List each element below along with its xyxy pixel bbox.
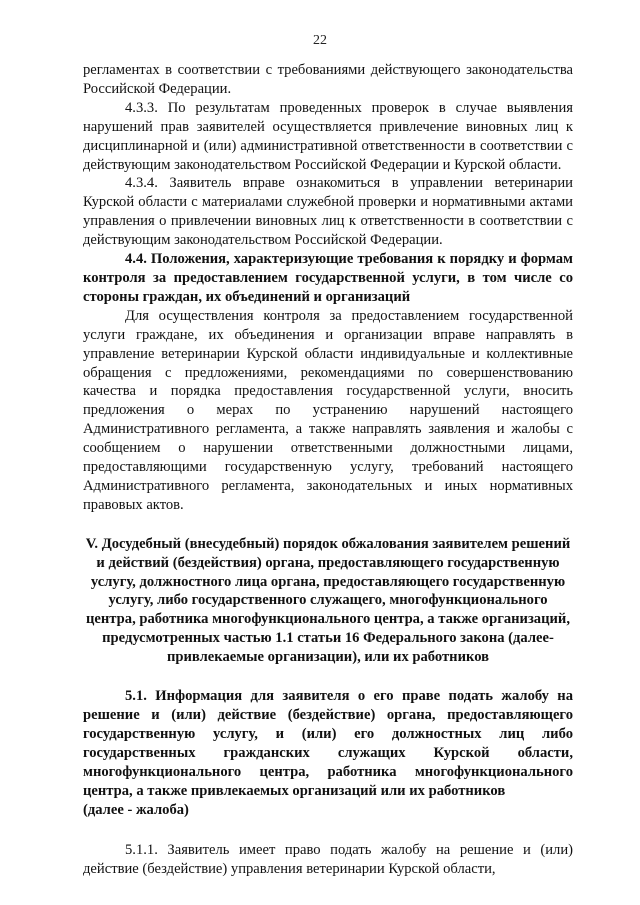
spacer: [83, 667, 573, 687]
document-body: [83, 61, 573, 879]
heading-4-4: 4.4. Положения, характеризующие требования к порядку и формам контроля за предоставлением государственной услуги, в том числе со стороны граждан, их объединений и организаций: [83, 251, 573, 305]
paragraph-continuation: регламентах в соответствии с требованиями действующего законодательства Российской Федерации.: [83, 62, 573, 97]
heading-5-1: 5.1. Информация для заявителя о его праве подать жалобу на решение и (или) действие (бездействие) органа, предоставляющего государственную услугу, и (или) его должностных лиц либо государственных гражданских служащих Курской области, многофункционального центра, работника многофункционального центра, а также привлекаемых организаций или их работников: [83, 688, 573, 799]
heading-5-1-tail: (далее - жалоба): [83, 801, 189, 818]
page-number: 22: [313, 33, 327, 48]
section-v-heading: V. Досудебный (внесудебный) порядок обжалования заявителем решений и действий (бездействия) органа, предоставляющего государственную услугу, должностного лица органа, предоставляющего государственную услугу, либо государственного служащего, многофункционального центра, работника многофункционального центра, а также организаций, предусмотренных частью 1.1 статьи 16 Федерального закона (далее- привлекаемые организации), или их работников: [85, 535, 571, 666]
paragraph-control: Для осуществления контроля за предоставлением государственной услуги граждане, их объединения и организации вправе направлять в управление ветеринарии Курской области индивидуальные и коллективные обращения с предложениями, рекомендациями по совершенствованию качества и порядка предоставления государственной услуги, вносить предложения о мерах по устранению нарушений настоящего Административного регламента, а также направлять заявления и жалобы с сообщением о нарушении ответственными должностными лицами, предоставляющими государственную услугу, требований настоящего Административного регламента, законодательных и иных нормативных правовых актов.: [83, 307, 573, 513]
paragraph-4-3-3: 4.3.3. По результатам проведенных проверок в случае выявления нарушений прав заявителей осуществляется привлечение виновных лиц к дисциплинарной и (или) административной ответственности в соответствии с действующим законодательством Российской Федерации и Курской области.: [83, 99, 573, 173]
spacer: [83, 819, 573, 841]
spacer: [83, 515, 573, 535]
paragraph-4-3-4: 4.3.4. Заявитель вправе ознакомиться в управлении ветеринарии Курской области с материалами служебной проверки и нормативными актами управления о привлечении виновных лиц к ответственности в соответствии с действующим законодательством Российской Федерации.: [83, 175, 573, 249]
paragraph-5-1-1: 5.1.1. Заявитель имеет право подать жалобу на решение и (или) действие (бездействие) управления ветеринарии Курской области,: [83, 842, 573, 878]
